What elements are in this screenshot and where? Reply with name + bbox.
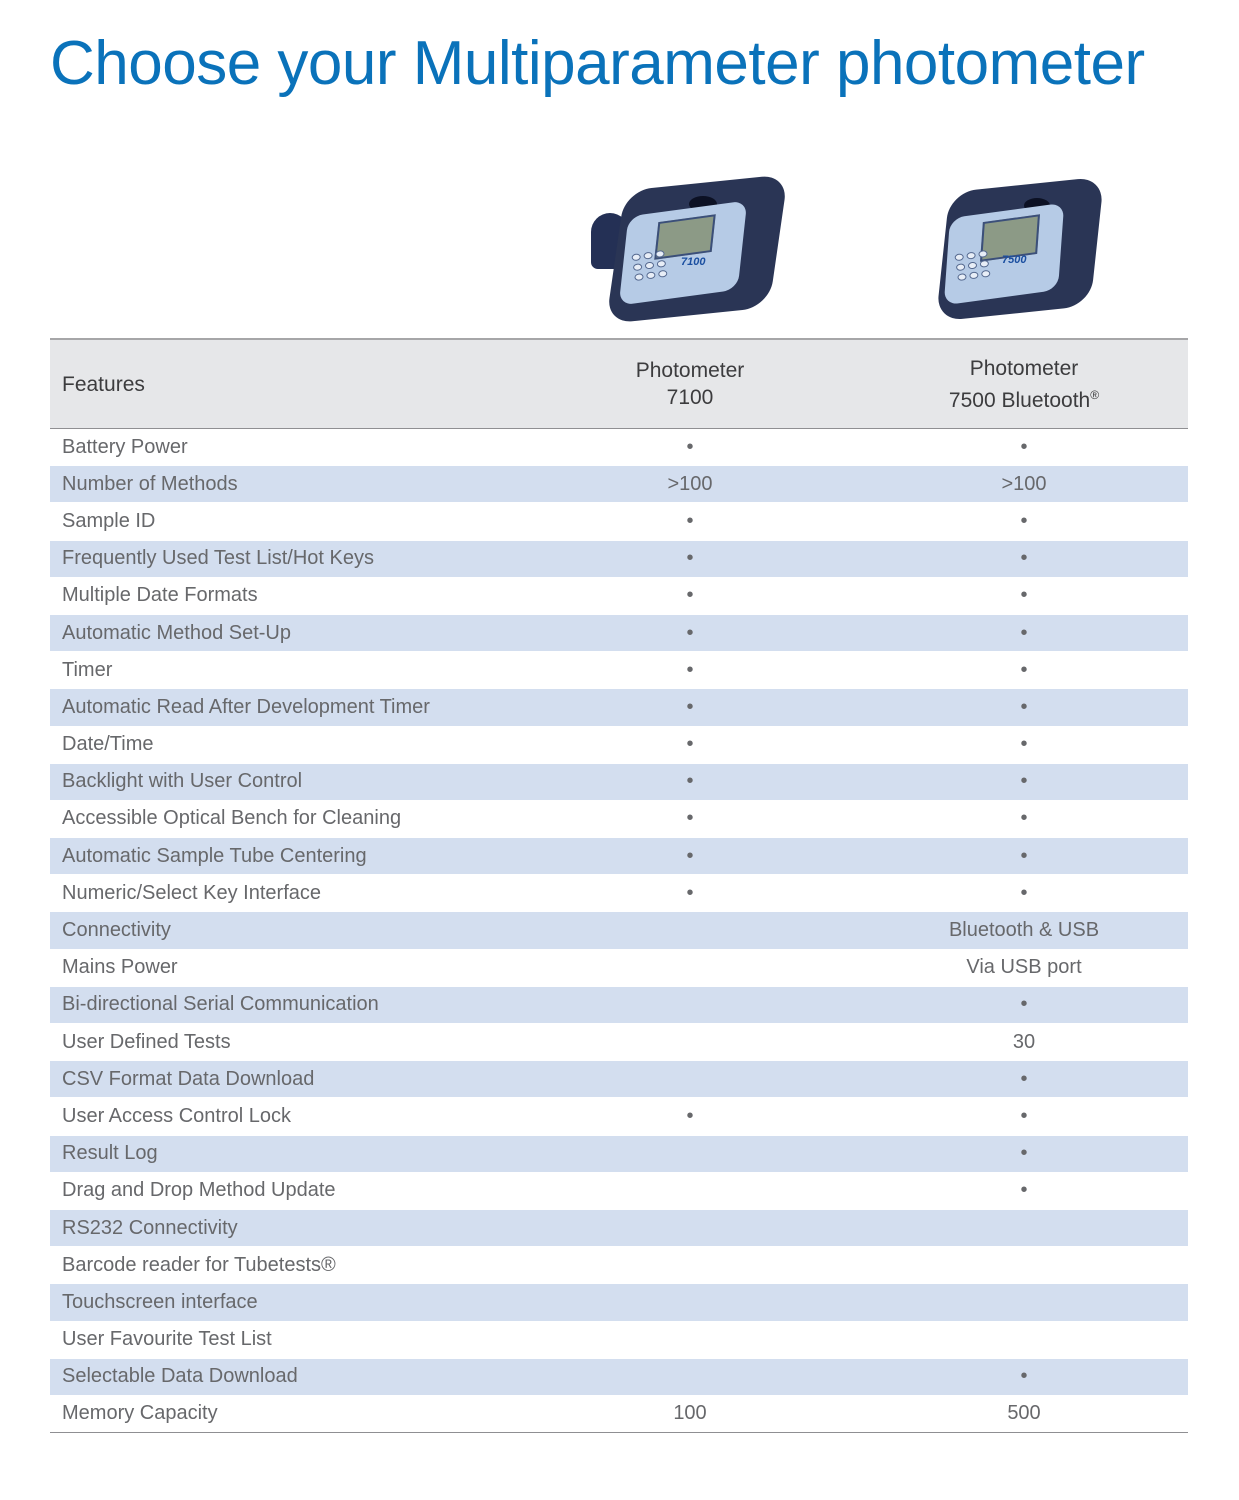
table-row — [50, 1247, 1188, 1284]
feature-cell: Selectable Data Download — [62, 1365, 298, 1388]
table-row — [50, 949, 1188, 986]
feature-cell: Timer — [62, 658, 113, 681]
feature-cell: Touchscreen interface — [62, 1290, 258, 1313]
photometer-7500-cell: • — [1020, 733, 1028, 756]
feature-cell: Mains Power — [62, 956, 178, 979]
table-row — [50, 800, 1188, 837]
photometer-7100-cell: >100 — [667, 472, 713, 495]
photometer-7500-cell: • — [1020, 1067, 1028, 1090]
table-row — [50, 1061, 1188, 1098]
photometer-7500-cell: • — [1020, 844, 1028, 867]
registered-mark: ® — [1090, 387, 1100, 402]
header-photometer-7100 — [520, 339, 860, 429]
feature-cell: Connectivity — [62, 919, 171, 942]
feature-cell: Accessible Optical Bench for Cleaning — [62, 807, 402, 830]
feature-cell: Date/Time — [62, 733, 154, 756]
photometer-7100-cell: • — [686, 733, 694, 756]
table-row — [50, 466, 1188, 503]
photometer-7100-cell: 100 — [673, 1402, 707, 1425]
table-row — [50, 1135, 1188, 1172]
feature-cell: Memory Capacity — [62, 1402, 218, 1425]
photometer-7100-cell: • — [686, 1104, 694, 1127]
feature-cell: Battery Power — [62, 435, 188, 458]
keypad — [631, 250, 667, 281]
feature-cell: User Defined Tests — [62, 1030, 231, 1053]
header-7500-line1: Photometer — [969, 356, 1079, 380]
photometer-7500-cell: • — [1020, 435, 1028, 458]
table-row — [50, 875, 1188, 912]
table-row — [50, 652, 1188, 689]
photometer-7100-cell: • — [686, 509, 694, 532]
feature-cell: Result Log — [62, 1142, 158, 1165]
photometer-7500-cell: • — [1020, 695, 1028, 718]
feature-cell: User Favourite Test List — [62, 1328, 272, 1351]
feature-cell: Multiple Date Formats — [62, 584, 258, 607]
photometer-7100-cell — [520, 912, 860, 949]
table-row — [50, 1358, 1188, 1395]
table-row — [50, 503, 1188, 540]
feature-cell: Barcode reader for Tubetests® — [62, 1253, 336, 1276]
photometer-7100-cell — [520, 1172, 860, 1209]
photometer-7500-cell: • — [1020, 1142, 1028, 1165]
photometer-7100-cell — [520, 1135, 860, 1172]
feature-cell: Numeric/Select Key Interface — [62, 881, 321, 904]
header-features: Features — [62, 372, 145, 396]
photometer-7100-cell — [520, 949, 860, 986]
table-row — [50, 912, 1188, 949]
photometer-7500-cell: 30 — [1012, 1030, 1036, 1053]
table-row — [50, 726, 1188, 763]
table-row — [50, 1321, 1188, 1358]
feature-cell: RS232 Connectivity — [62, 1216, 238, 1239]
table-row — [50, 540, 1188, 577]
photometer-7500-cell — [860, 1247, 1188, 1284]
table-row — [50, 986, 1188, 1023]
feature-cell: Automatic Method Set-Up — [62, 621, 291, 644]
photometer-7100-cell — [520, 1061, 860, 1098]
photometer-7500-cell: Bluetooth & USB — [948, 919, 1100, 942]
photometer-7500-cell — [860, 1284, 1188, 1321]
table-row — [50, 838, 1188, 875]
table-row — [50, 577, 1188, 614]
photometer-7100-cell — [520, 1321, 860, 1358]
model-label: 7500 — [1002, 254, 1027, 266]
feature-cell: Automatic Read After Development Timer — [62, 695, 430, 718]
photometer-7100-cell: • — [686, 584, 694, 607]
photometer-7500-cell — [860, 1209, 1188, 1246]
feature-cell: Sample ID — [62, 509, 156, 532]
model-label: 7100 — [681, 256, 706, 268]
photometer-7500-cell: • — [1020, 993, 1028, 1016]
table-row — [50, 689, 1188, 726]
header-7100-line1: Photometer — [635, 359, 745, 382]
photometer-7500-cell: • — [1020, 584, 1028, 607]
photometer-7100-cell — [520, 1358, 860, 1395]
comparison-table — [50, 338, 1188, 1433]
photometer-7100-cell — [520, 1024, 860, 1061]
photometer-7500-cell: >100 — [1001, 472, 1047, 495]
photometer-7100-cell: • — [686, 658, 694, 681]
page-title: Choose your Multiparameter photometer — [50, 29, 1145, 98]
table-row — [50, 763, 1188, 800]
photometer-7100-cell: • — [686, 881, 694, 904]
table-row — [50, 429, 1188, 466]
table-row — [50, 1098, 1188, 1135]
product-image-7500 — [938, 180, 1103, 320]
photometer-7100-cell: • — [686, 621, 694, 644]
photometer-7100-cell: • — [686, 547, 694, 570]
photometer-7100-cell: • — [686, 695, 694, 718]
photometer-7500-cell: • — [1020, 807, 1028, 830]
photometer-7500-cell: Via USB port — [966, 956, 1082, 979]
photometer-7100-cell: • — [686, 844, 694, 867]
photometer-7500-cell: • — [1020, 547, 1028, 570]
table-row — [50, 1395, 1188, 1432]
feature-cell: Bi-directional Serial Communication — [62, 993, 379, 1016]
photometer-7100-cell — [520, 1209, 860, 1246]
feature-cell: Frequently Used Test List/Hot Keys — [62, 547, 374, 570]
photometer-7100-cell — [520, 1284, 860, 1321]
feature-cell: Automatic Sample Tube Centering — [62, 844, 367, 867]
photometer-7500-cell: 500 — [1007, 1402, 1041, 1425]
photometer-7500-cell: • — [1020, 881, 1028, 904]
header-7500-line2: 7500 Bluetooth — [948, 388, 1091, 412]
photometer-7500-cell: • — [1020, 509, 1028, 532]
table-header-row — [50, 339, 1188, 429]
feature-cell: CSV Format Data Download — [62, 1067, 315, 1090]
feature-cell: Backlight with User Control — [62, 770, 303, 793]
photometer-7100-cell: • — [686, 770, 694, 793]
feature-cell: Number of Methods — [62, 472, 238, 495]
header-7100-line2: 7100 — [666, 386, 714, 409]
product-image-7100 — [585, 178, 785, 318]
feature-cell: Drag and Drop Method Update — [62, 1179, 336, 1202]
photometer-7500-cell — [860, 1321, 1188, 1358]
photometer-7500-cell: • — [1020, 770, 1028, 793]
photometer-7500-cell: • — [1020, 1104, 1028, 1127]
table-row — [50, 1172, 1188, 1209]
photometer-7500-cell: • — [1020, 1179, 1028, 1202]
keypad — [954, 250, 990, 281]
photometer-7100-cell — [520, 1247, 860, 1284]
photometer-7500-cell: • — [1020, 658, 1028, 681]
photometer-7100-cell — [520, 986, 860, 1023]
table-row — [50, 1284, 1188, 1321]
feature-cell: User Access Control Lock — [62, 1104, 291, 1127]
table-row — [50, 614, 1188, 651]
photometer-7500-cell: • — [1020, 1365, 1028, 1388]
photometer-7500-cell: • — [1020, 621, 1028, 644]
header-photometer-7500 — [860, 339, 1188, 429]
table-row — [50, 1209, 1188, 1246]
photometer-7100-cell: • — [686, 435, 694, 458]
photometer-7100-cell: • — [686, 807, 694, 830]
table-row — [50, 1024, 1188, 1061]
